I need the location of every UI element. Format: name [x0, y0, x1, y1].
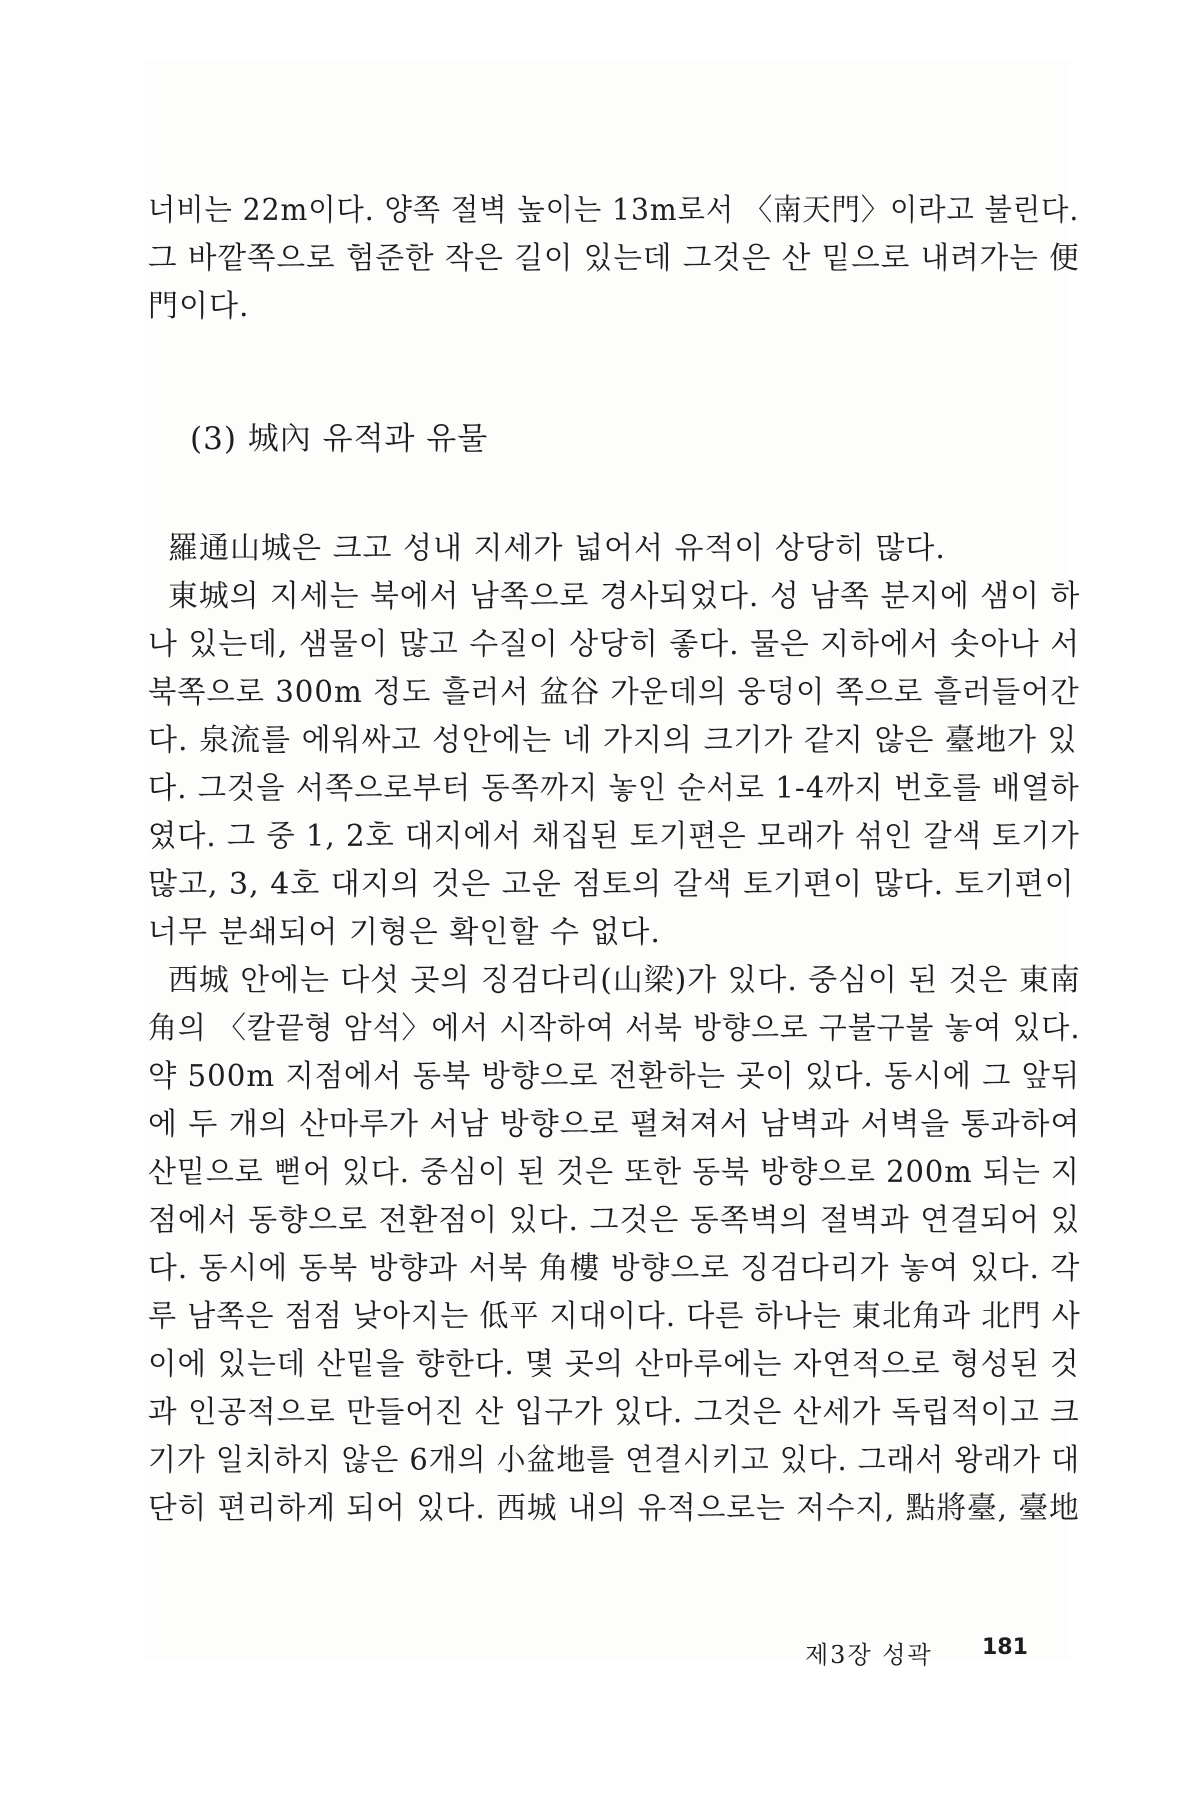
text-line: 단히 편리하게 되어 있다. 西城 내의 유적으로는 저수지, 點將臺, 臺地	[148, 1491, 1080, 1526]
text-line: 東城의 지세는 북에서 남쪽으로 경사되었다. 성 남쪽 분지에 샘이 하	[168, 579, 1081, 614]
text-line: 그 바깥쪽으로 험준한 작은 길이 있는데 그것은 산 밑으로 내려가는 便	[148, 241, 1080, 276]
text-line: 북쪽으로 300m 정도 흘러서 盆谷 가운데의 웅덩이 쪽으로 흘러들어간	[148, 675, 1080, 710]
text-line: 약 500m 지점에서 동북 방향으로 전환하는 곳이 있다. 동시에 그 앞뒤	[148, 1059, 1081, 1094]
text-line: 점에서 동향으로 전환점이 있다. 그것은 동쪽벽의 절벽과 연결되어 있	[148, 1203, 1081, 1238]
text-line: 에 두 개의 산마루가 서남 방향으로 펼쳐져서 남벽과 서벽을 통과하여	[148, 1107, 1081, 1142]
text-line: 과 인공적으로 만들어진 산 입구가 있다. 그것은 산세가 독립적이고 크	[148, 1395, 1080, 1430]
text-line: 기가 일치하지 않은 6개의 小盆地를 연결시키고 있다. 그래서 왕래가 대	[148, 1443, 1081, 1478]
text-line: 다. 泉流를 에워싸고 성안에는 네 가지의 크기가 같지 않은 臺地가 있	[148, 723, 1078, 758]
text-line: 羅通山城은 크고 성내 지세가 넓어서 유적이 상당히 많다.	[168, 531, 946, 566]
text-line: 였다. 그 중 1, 2호 대지에서 채집된 토기편은 모래가 섞인 갈색 토기가	[148, 819, 1080, 854]
text-line: 너비는 22m이다. 양쪽 절벽 높이는 13m로서 〈南天門〉이라고 불린다.	[148, 193, 1080, 228]
text-line: 너무 분쇄되어 기형은 확인할 수 없다.	[148, 915, 661, 950]
section-heading: (3) 城內 유적과 유물	[190, 421, 489, 457]
text-line: 角의 〈칼끝형 암석〉에서 시작하여 서북 방향으로 구불구불 놓여 있다.	[148, 1011, 1081, 1046]
running-head: 제3장 성곽	[805, 1641, 933, 1669]
text-line: 西城 안에는 다섯 곳의 징검다리(山梁)가 있다. 중심이 된 것은 東南	[168, 963, 1081, 998]
page-footer	[0, 1635, 1200, 1675]
text-line: 다. 그것을 서쪽으로부터 동쪽까지 놓인 순서로 1-4까지 번호를 배열하	[148, 771, 1080, 806]
text-line: 산밑으로 뻗어 있다. 중심이 된 것은 또한 동북 방향으로 200m 되는 지	[148, 1155, 1080, 1190]
text-line: 다. 동시에 동북 방향과 서북 角樓 방향으로 징검다리가 놓여 있다. 각	[148, 1251, 1081, 1286]
page-number: 181	[982, 1635, 1028, 1660]
text-line: 나 있는데, 샘물이 많고 수질이 상당히 좋다. 물은 지하에서 솟아나 서	[148, 627, 1081, 662]
text-line: 門이다.	[148, 289, 250, 324]
text-line: 많고, 3, 4호 대지의 것은 고운 점토의 갈색 토기편이 많다. 토기편이	[148, 867, 1075, 902]
text-line: 루 남쪽은 점점 낮아지는 低平 지대이다. 다른 하나는 東北角과 北門 사	[148, 1299, 1081, 1334]
text-line: 이에 있는데 산밑을 향한다. 몇 곳의 산마루에는 자연적으로 형성된 것	[148, 1347, 1080, 1382]
